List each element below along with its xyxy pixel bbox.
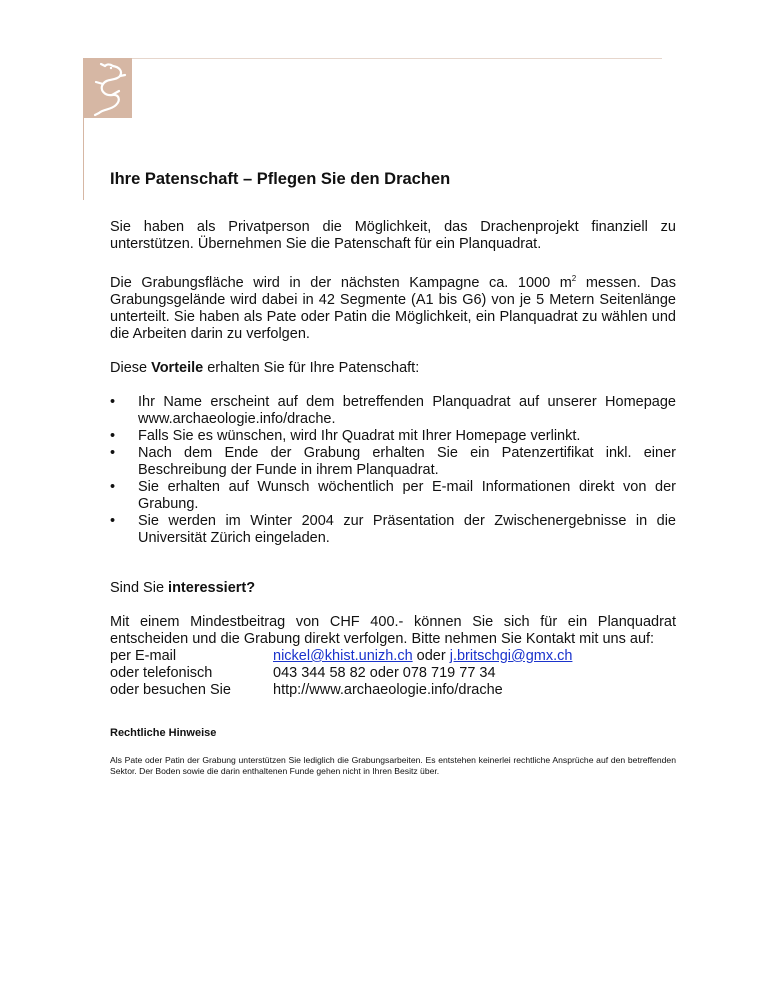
email-values xyxy=(273,648,572,665)
logo xyxy=(83,58,132,118)
email-label: per E-mail xyxy=(110,647,177,664)
area-paragraph xyxy=(110,270,676,343)
area-text-before: Die Grabungsfläche wird in der nächsten Kampagne ca. 1000 m xyxy=(110,274,572,291)
list-item: • Ihr Name erscheint auf dem betreffenden Planquadrat auf unserer Homepage www.archaeologie.info/drache. xyxy=(110,394,676,428)
interest-bold: interessiert? xyxy=(168,579,256,596)
benefits-intro xyxy=(110,360,676,377)
phone-label: oder telefonisch xyxy=(110,664,213,681)
email-link-2[interactable]: j.britschgi@gmx.ch xyxy=(449,647,573,664)
benefits-intro-after: erhalten Sie für Ihre Patenschaft: xyxy=(203,359,420,376)
contact-email-row xyxy=(110,648,676,665)
page-title: Ihre Patenschaft – Pflegen Sie den Drachen xyxy=(110,170,451,188)
interest-before: Sind Sie xyxy=(110,579,169,596)
contact-web-row xyxy=(110,682,676,699)
legal-text: Als Pate oder Patin der Grabung unterstützen Sie lediglich die Grabungsarbeiten. Es entstehen keinerlei rechtliche Ansprüche auf den betreffenden Sektor. Der Boden sowie die darin enthaltenen Funde gehen nicht in Ihren Besitz über. xyxy=(110,754,676,776)
side-rule xyxy=(83,118,84,200)
list-item: • Falls Sie es wünschen, wird Ihr Quadrat mit Ihrer Homepage verlinkt. xyxy=(110,428,676,445)
list-item: • Nach dem Ende der Grabung erhalten Sie ein Patenzertifikat inkl. einer Beschreibung der Funde in ihrem Planquadrat. xyxy=(110,445,676,479)
list-item: • Sie werden im Winter 2004 zur Präsentation der Zwischenergebnisse in die Universität Zürich eingeladen. xyxy=(110,513,676,547)
email-joiner: oder xyxy=(412,647,450,664)
phone-value: 043 344 58 82 oder 078 719 77 34 xyxy=(273,664,496,681)
benefits-intro-bold: Vorteile xyxy=(151,359,204,376)
document-body xyxy=(110,170,676,777)
web-value: http://www.archaeologie.info/drache xyxy=(273,681,503,698)
benefits-intro-before: Diese xyxy=(110,359,152,376)
contribution-paragraph: Mit einem Mindestbeitrag von CHF 400.- können Sie sich für ein Planquadrat entscheiden und die Grabung direkt verfolgen. Bitte nehmen Sie Kontakt mit uns auf: xyxy=(110,613,676,647)
contact-phone-row xyxy=(110,665,676,682)
benefits-list xyxy=(110,394,676,547)
legal-heading: Rechtliche Hinweise xyxy=(110,726,217,739)
list-item: • Sie erhalten auf Wunsch wöchentlich per E-mail Informationen direkt von der Grabung. xyxy=(110,479,676,513)
interest-line xyxy=(110,580,676,597)
dragon-icon xyxy=(83,58,132,118)
email-link-1[interactable]: nickel@khist.unizh.ch xyxy=(273,647,413,664)
area-text-after: messen. Das Grabungsgelände wird dabei in 42 Segmente (A1 bis G6) von je 5 Metern Seitenlänge unterteilt. Sie haben als Pate oder Patin die Möglichkeit, ein Planquadrat zu wählen und die Arbeiten darin zu verfolgen. xyxy=(110,274,676,342)
intro-paragraph: Sie haben als Privatperson die Möglichkeit, das Drachenprojekt finanziell zu unterstützen. Übernehmen Sie die Patenschaft für ein Planquadrat. xyxy=(110,219,676,252)
area-superscript: 2 xyxy=(571,274,577,283)
header-rule xyxy=(132,58,662,59)
web-label: oder besuchen Sie xyxy=(110,681,231,698)
